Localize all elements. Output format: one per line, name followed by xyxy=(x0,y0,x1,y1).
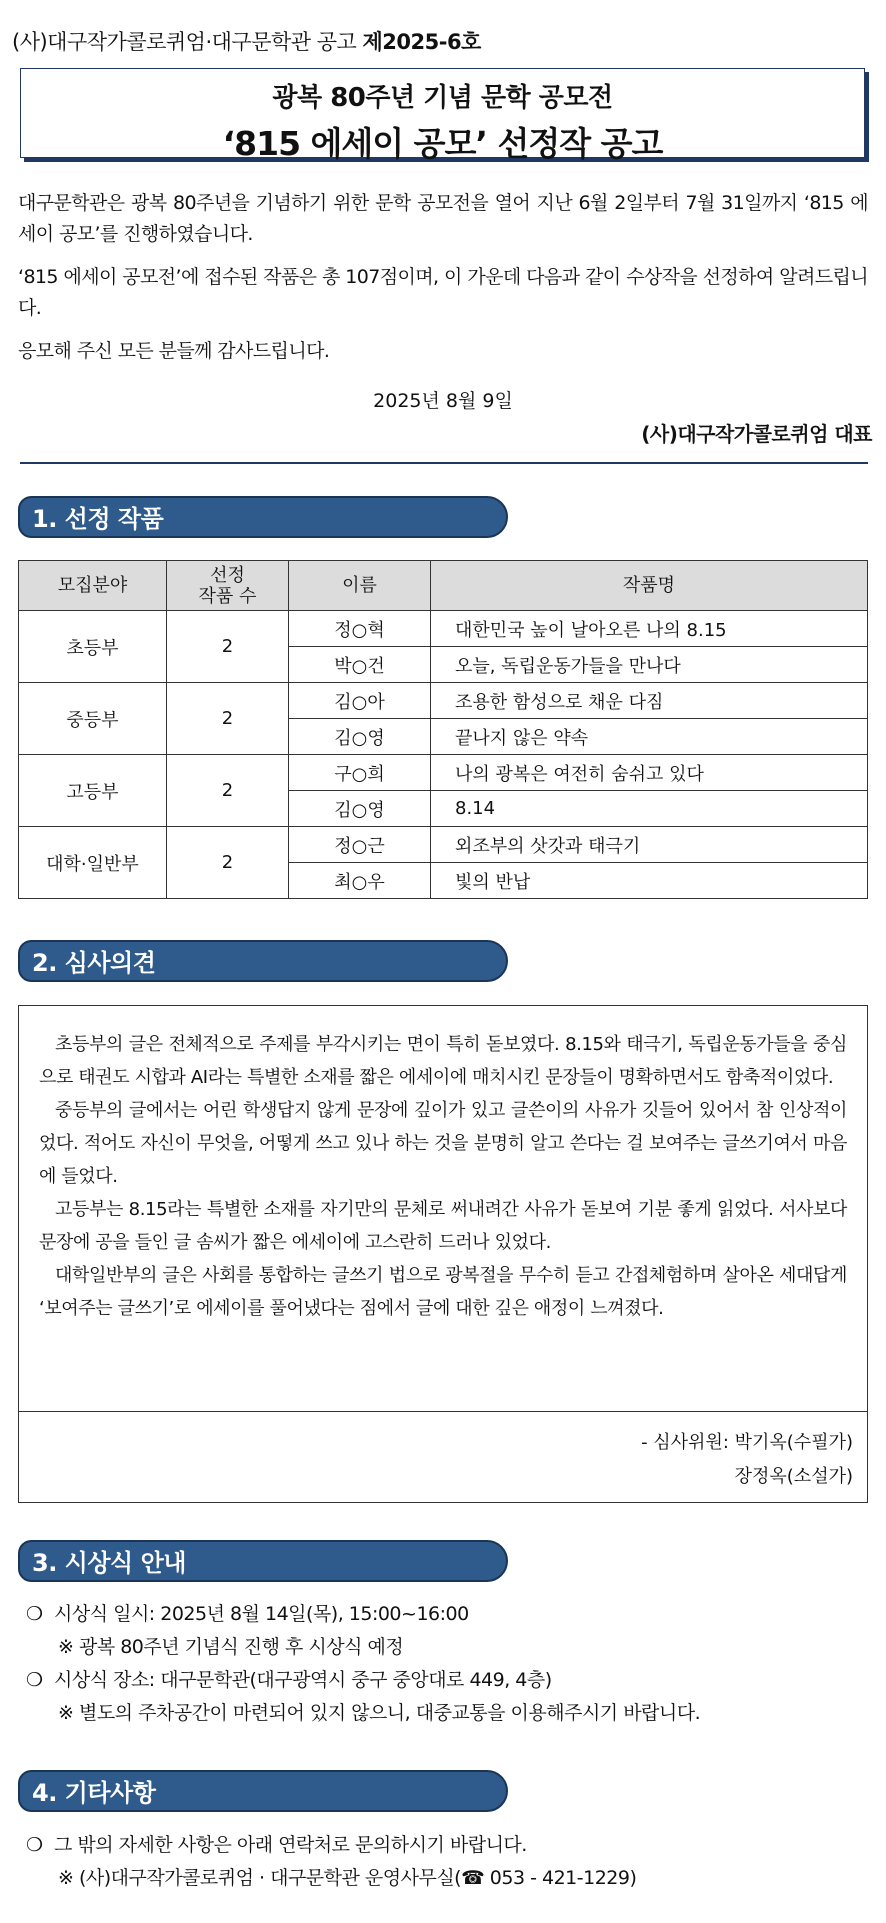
table-row xyxy=(19,611,868,647)
intro-text xyxy=(18,188,868,379)
header-count-line2: 작품 수 xyxy=(198,585,257,607)
list-item xyxy=(26,1598,700,1631)
division-cell: 고등부 xyxy=(19,755,167,827)
division-cell: 중등부 xyxy=(19,683,167,755)
ceremony-time: 시상식 일시: 2025년 8월 14일(목), 15:00~16:00 xyxy=(54,1603,469,1625)
intro-paragraph: ‘815 에세이 공모전’에 접수된 작품은 총 107점이며, 이 가운데 다음과 같이 수상작을 선정하여 알려드립니다. xyxy=(18,266,868,319)
section-heading-etc: 4. 기타사항 xyxy=(18,1770,508,1812)
note-mark-icon: ※ xyxy=(58,1867,74,1889)
note-mark-icon: ※ xyxy=(58,1702,74,1724)
circle-bullet-icon: ❍ xyxy=(26,1834,43,1856)
count-cell: 2 xyxy=(167,755,289,827)
list-item xyxy=(26,1664,700,1697)
etc-info xyxy=(26,1829,636,1895)
judge-line: - 심사위원: 박기옥(수필가) xyxy=(641,1432,853,1453)
table-row xyxy=(19,683,868,719)
review-text xyxy=(19,1006,867,1325)
count-cell: 2 xyxy=(167,611,289,683)
work-cell: 끝나지 않은 약속 xyxy=(431,719,868,755)
review-paragraph: 고등부는 8.15라는 특별한 소재를 자기만의 문체로 써내려간 사유가 돋보여 기분 좋게 읽었다. 서사보다 문장에 공을 들인 글 솜씨가 짧은 에세이에 고스란히 드러나 있었다. xyxy=(39,1199,847,1253)
intro-paragraph: 대구문학관은 광복 80주년을 기념하기 위한 문학 공모전을 열어 지난 6월 2일부터 7월 31일까지 ‘815 에세이 공모’를 진행하였습니다. xyxy=(18,192,868,245)
list-item xyxy=(26,1829,636,1862)
judge-line: 장정옥(소설가) xyxy=(734,1466,853,1487)
header-work: 작품명 xyxy=(431,561,868,611)
circle-bullet-icon: ❍ xyxy=(26,1603,43,1625)
list-note xyxy=(26,1697,700,1730)
table-row xyxy=(19,755,868,791)
review-paragraph: 초등부의 글은 전체적으로 주제를 부각시키는 면이 특히 돋보였다. 8.15와 태극기, 독립운동가들을 중심으로 태권도 시합과 AI라는 특별한 소재를 짧은 에세이에 매치시킨 문장들이 명확하면서도 함축적이었다. xyxy=(39,1034,847,1088)
ceremony-time-note: 광복 80주년 기념식 진행 후 시상식 예정 xyxy=(78,1636,404,1658)
header-division: 모집분야 xyxy=(19,561,167,611)
section-heading-ceremony: 3. 시상식 안내 xyxy=(18,1540,508,1582)
count-cell: 2 xyxy=(167,827,289,899)
notice-date: 2025년 8월 9일 xyxy=(373,390,513,412)
name-cell: 박○건 xyxy=(289,647,431,683)
header-count-line1: 선정 xyxy=(210,564,245,586)
list-note xyxy=(26,1631,700,1664)
list-note xyxy=(26,1862,636,1895)
review-box xyxy=(18,1005,868,1503)
notice-organization: (사)대구작가콜로퀴엄 대표 xyxy=(641,422,872,446)
name-cell: 김○영 xyxy=(289,791,431,827)
work-cell: 대한민국 높이 날아오른 나의 8.15 xyxy=(431,611,868,647)
notice-number xyxy=(12,26,481,56)
header-name: 이름 xyxy=(289,561,431,611)
table-header-row xyxy=(19,561,868,611)
review-paragraph: 대학일반부의 글은 사회를 통합하는 글쓰기 법으로 광복절을 무수히 듣고 간접체험하며 살아온 세대답게 ‘보여주는 글쓰기’로 에세이를 풀어냈다는 점에서 글에 대한 깊은 애정이 느껴졌다. xyxy=(39,1265,847,1319)
awards-table xyxy=(18,560,868,899)
table-row xyxy=(19,827,868,863)
ceremony-place-note: 별도의 주차공간이 마련되어 있지 않으니, 대중교통을 이용해주시기 바랍니다. xyxy=(78,1702,701,1724)
name-cell: 김○영 xyxy=(289,719,431,755)
divider xyxy=(20,462,868,464)
division-cell: 대학·일반부 xyxy=(19,827,167,899)
notice-number-prefix: (사)대구작가콜로퀴엄·대구문학관 공고 xyxy=(12,30,357,54)
review-paragraph: 중등부의 글에서는 어린 학생답지 않게 문장에 깊이가 있고 글쓴이의 사유가 깃들어 있어서 참 인상적이었다. 적어도 자신이 무엇을, 어떻게 쓰고 있나 하는 것을 분명히 알고 쓴다는 걸 보여주는 글쓰기여서 마음에 들었다. xyxy=(39,1100,847,1187)
name-cell: 최○우 xyxy=(289,863,431,899)
title-box xyxy=(20,68,865,163)
judges xyxy=(641,1426,853,1494)
title-line1: 광복 80주년 기념 문학 공모전 xyxy=(272,83,613,113)
note-mark-icon: ※ xyxy=(58,1636,74,1658)
work-cell: 오늘, 독립운동가들을 만나다 xyxy=(431,647,868,683)
name-cell: 정○혁 xyxy=(289,611,431,647)
count-cell: 2 xyxy=(167,683,289,755)
section-heading-review: 2. 심사의견 xyxy=(18,940,508,982)
circle-bullet-icon: ❍ xyxy=(26,1669,43,1691)
name-cell: 김○아 xyxy=(289,683,431,719)
section-heading-selected-works: 1. 선정 작품 xyxy=(18,496,508,538)
ceremony-info xyxy=(26,1598,700,1730)
review-divider xyxy=(19,1411,867,1412)
division-cell: 초등부 xyxy=(19,611,167,683)
intro-paragraph: 응모해 주신 모든 분들께 감사드립니다. xyxy=(18,340,330,362)
notice-number-value: 제2025-6호 xyxy=(362,30,481,54)
ceremony-place: 시상식 장소: 대구문학관(대구광역시 중구 중앙대로 449, 4층) xyxy=(54,1669,552,1691)
contact-info: (사)대구작가콜로퀴엄 · 대구문학관 운영사무실(☎ 053 - 421-1229) xyxy=(78,1867,637,1889)
title-line2: ‘815 에세이 공모’ 선정작 공고 xyxy=(222,124,663,163)
work-cell: 8.14 xyxy=(431,791,868,827)
work-cell: 외조부의 삿갓과 태극기 xyxy=(431,827,868,863)
work-cell: 빛의 반납 xyxy=(431,863,868,899)
etc-line: 그 밖의 자세한 사항은 아래 연락처로 문의하시기 바랍니다. xyxy=(54,1834,527,1856)
work-cell: 조용한 함성으로 채운 다짐 xyxy=(431,683,868,719)
header-count xyxy=(167,561,289,611)
name-cell: 구○희 xyxy=(289,755,431,791)
work-cell: 나의 광복은 여전히 숨쉬고 있다 xyxy=(431,755,868,791)
name-cell: 정○근 xyxy=(289,827,431,863)
